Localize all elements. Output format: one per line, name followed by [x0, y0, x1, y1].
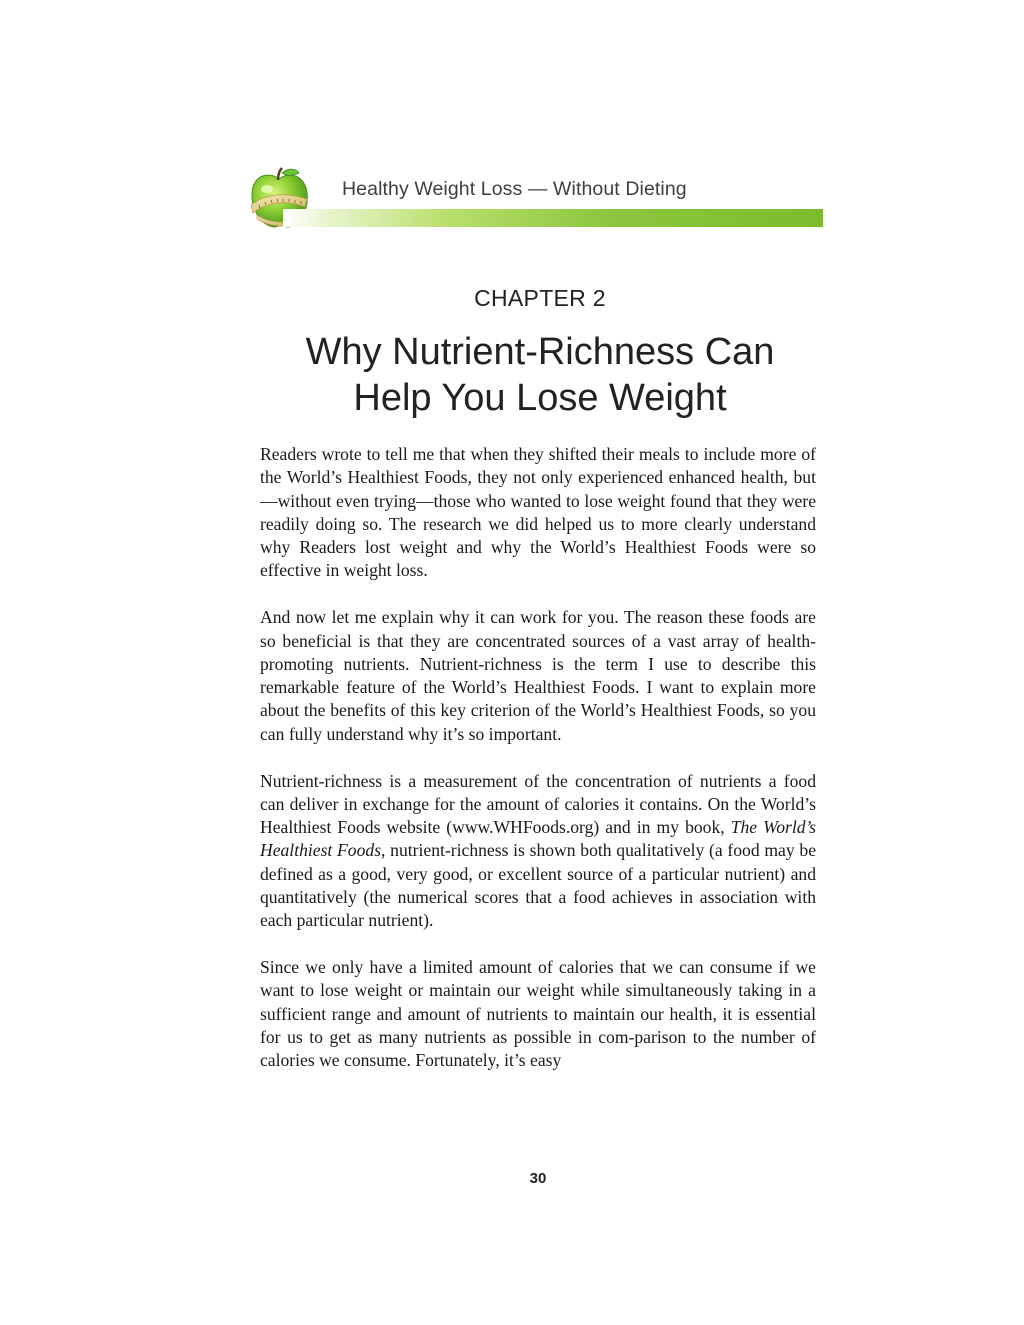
paragraph-4: Since we only have a limited amount of calories that we can consume if we want to lose weight or maintain our weight while simultaneously taking in a sufficient range and amount of nutrients to maintain our health, it is essential for us to get as many nutrients as possible in com-parison to the number of calories we consume. Fortunately, it’s easy [260, 957, 816, 1071]
chapter-title [250, 329, 830, 421]
header-green-bar [283, 209, 823, 227]
paragraph-3-text-start: Nutrient-richness is a measurement of the concentration of nutrients a food can deliver in exchange for the amount of calories it contains. On the World’s Healthiest Foods website (www.WHFoods.org) and in my book, [260, 770, 816, 838]
paragraph-3-text-end: , nutrient-richness is shown both qualitatively (a food may be defined as a good, very good, or excellent source of a particular nutrient) and quantitatively (the numerical scores that a food achieves in association with each particular nutrient). [260, 840, 817, 931]
paragraph-2: And now let me explain why it can work for you. The reason these foods are so beneficial is that they are concentrated sources of a vast array of health-promoting nutrients. Nutrient-richness is the term I use to describe this remarkable feature of the World’s Healthiest Foods. I want to explain more about the benefits of this key criterion of the World’s Healthiest Foods, so you can fully understand why it’s so important. [260, 607, 816, 744]
chapter-title-line-2: Help You Lose Weight [353, 377, 727, 419]
running-header [245, 165, 823, 235]
page-number: 30 [529, 1170, 547, 1187]
chapter-number: CHAPTER 2 [474, 285, 606, 311]
running-header-title: Healthy Weight Loss — Without Dieting [342, 178, 687, 200]
paragraph-3 [260, 770, 816, 933]
body-text [260, 443, 816, 1096]
book-title: The World’s Healthiest Foods [260, 817, 816, 861]
chapter-title-line-1: Why Nutrient-Richness Can [305, 331, 775, 373]
paragraph-1: Readers wrote to tell me that when they shifted their meals to include more of the World’s Healthiest Foods, they not only experienced enhanced health, but—without even trying—those who wanted to lose weight found that they were readily doing so. The research we did helped us to more clearly understand why Readers lost weight and why the World’s Healthiest Foods were so effective in weight loss. [260, 444, 816, 581]
